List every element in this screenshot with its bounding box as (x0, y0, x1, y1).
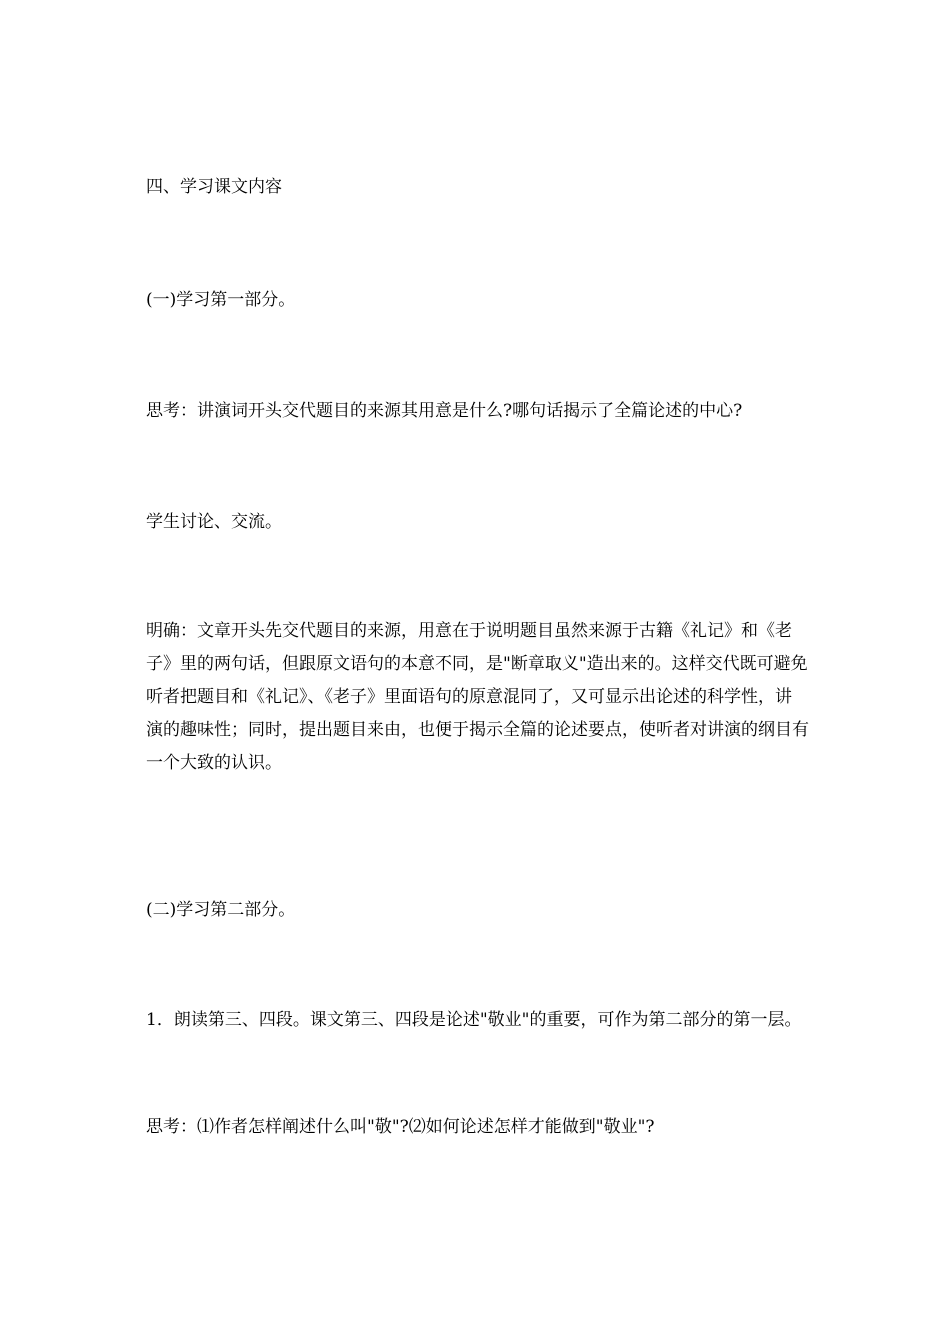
answer-line: 演的趣味性；同时，提出题目来由，也便于揭示全篇的论述要点，使听者对讲演的纲目有 (146, 720, 809, 740)
item-1: 1．朗读第三、四段。课文第三、四段是论述"敬业"的重要，可作为第二部分的第一层。 (146, 1010, 802, 1030)
answer-line: 一个大致的认识。 (146, 753, 282, 773)
answer-line: 子》里的两句话，但跟原文语句的本意不同，是"断章取义"造出来的。这样交代既可避免 (146, 654, 808, 674)
question-1: 思考：讲演词开头交代题目的来源其用意是什么?哪句话揭示了全篇论述的中心? (146, 401, 743, 421)
discussion-note: 学生讨论、交流。 (146, 512, 282, 532)
answer-line: 明确：文章开头先交代题目的来源，用意在于说明题目虽然来源于古籍《礼记》和《老 (146, 621, 792, 641)
answer-line: 听者把题目和《礼记》、《老子》里面语句的原意混同了，又可显示出论述的科学性，讲 (146, 687, 792, 707)
part2-heading: (二)学习第二部分。 (146, 900, 296, 920)
answer-paragraph (146, 621, 810, 786)
part1-heading: (一)学习第一部分。 (146, 290, 296, 310)
section-heading: 四、学习课文内容 (146, 177, 282, 197)
question-2: 思考：⑴作者怎样阐述什么叫"敬"?⑵如何论述怎样才能做到"敬业"? (146, 1117, 655, 1137)
